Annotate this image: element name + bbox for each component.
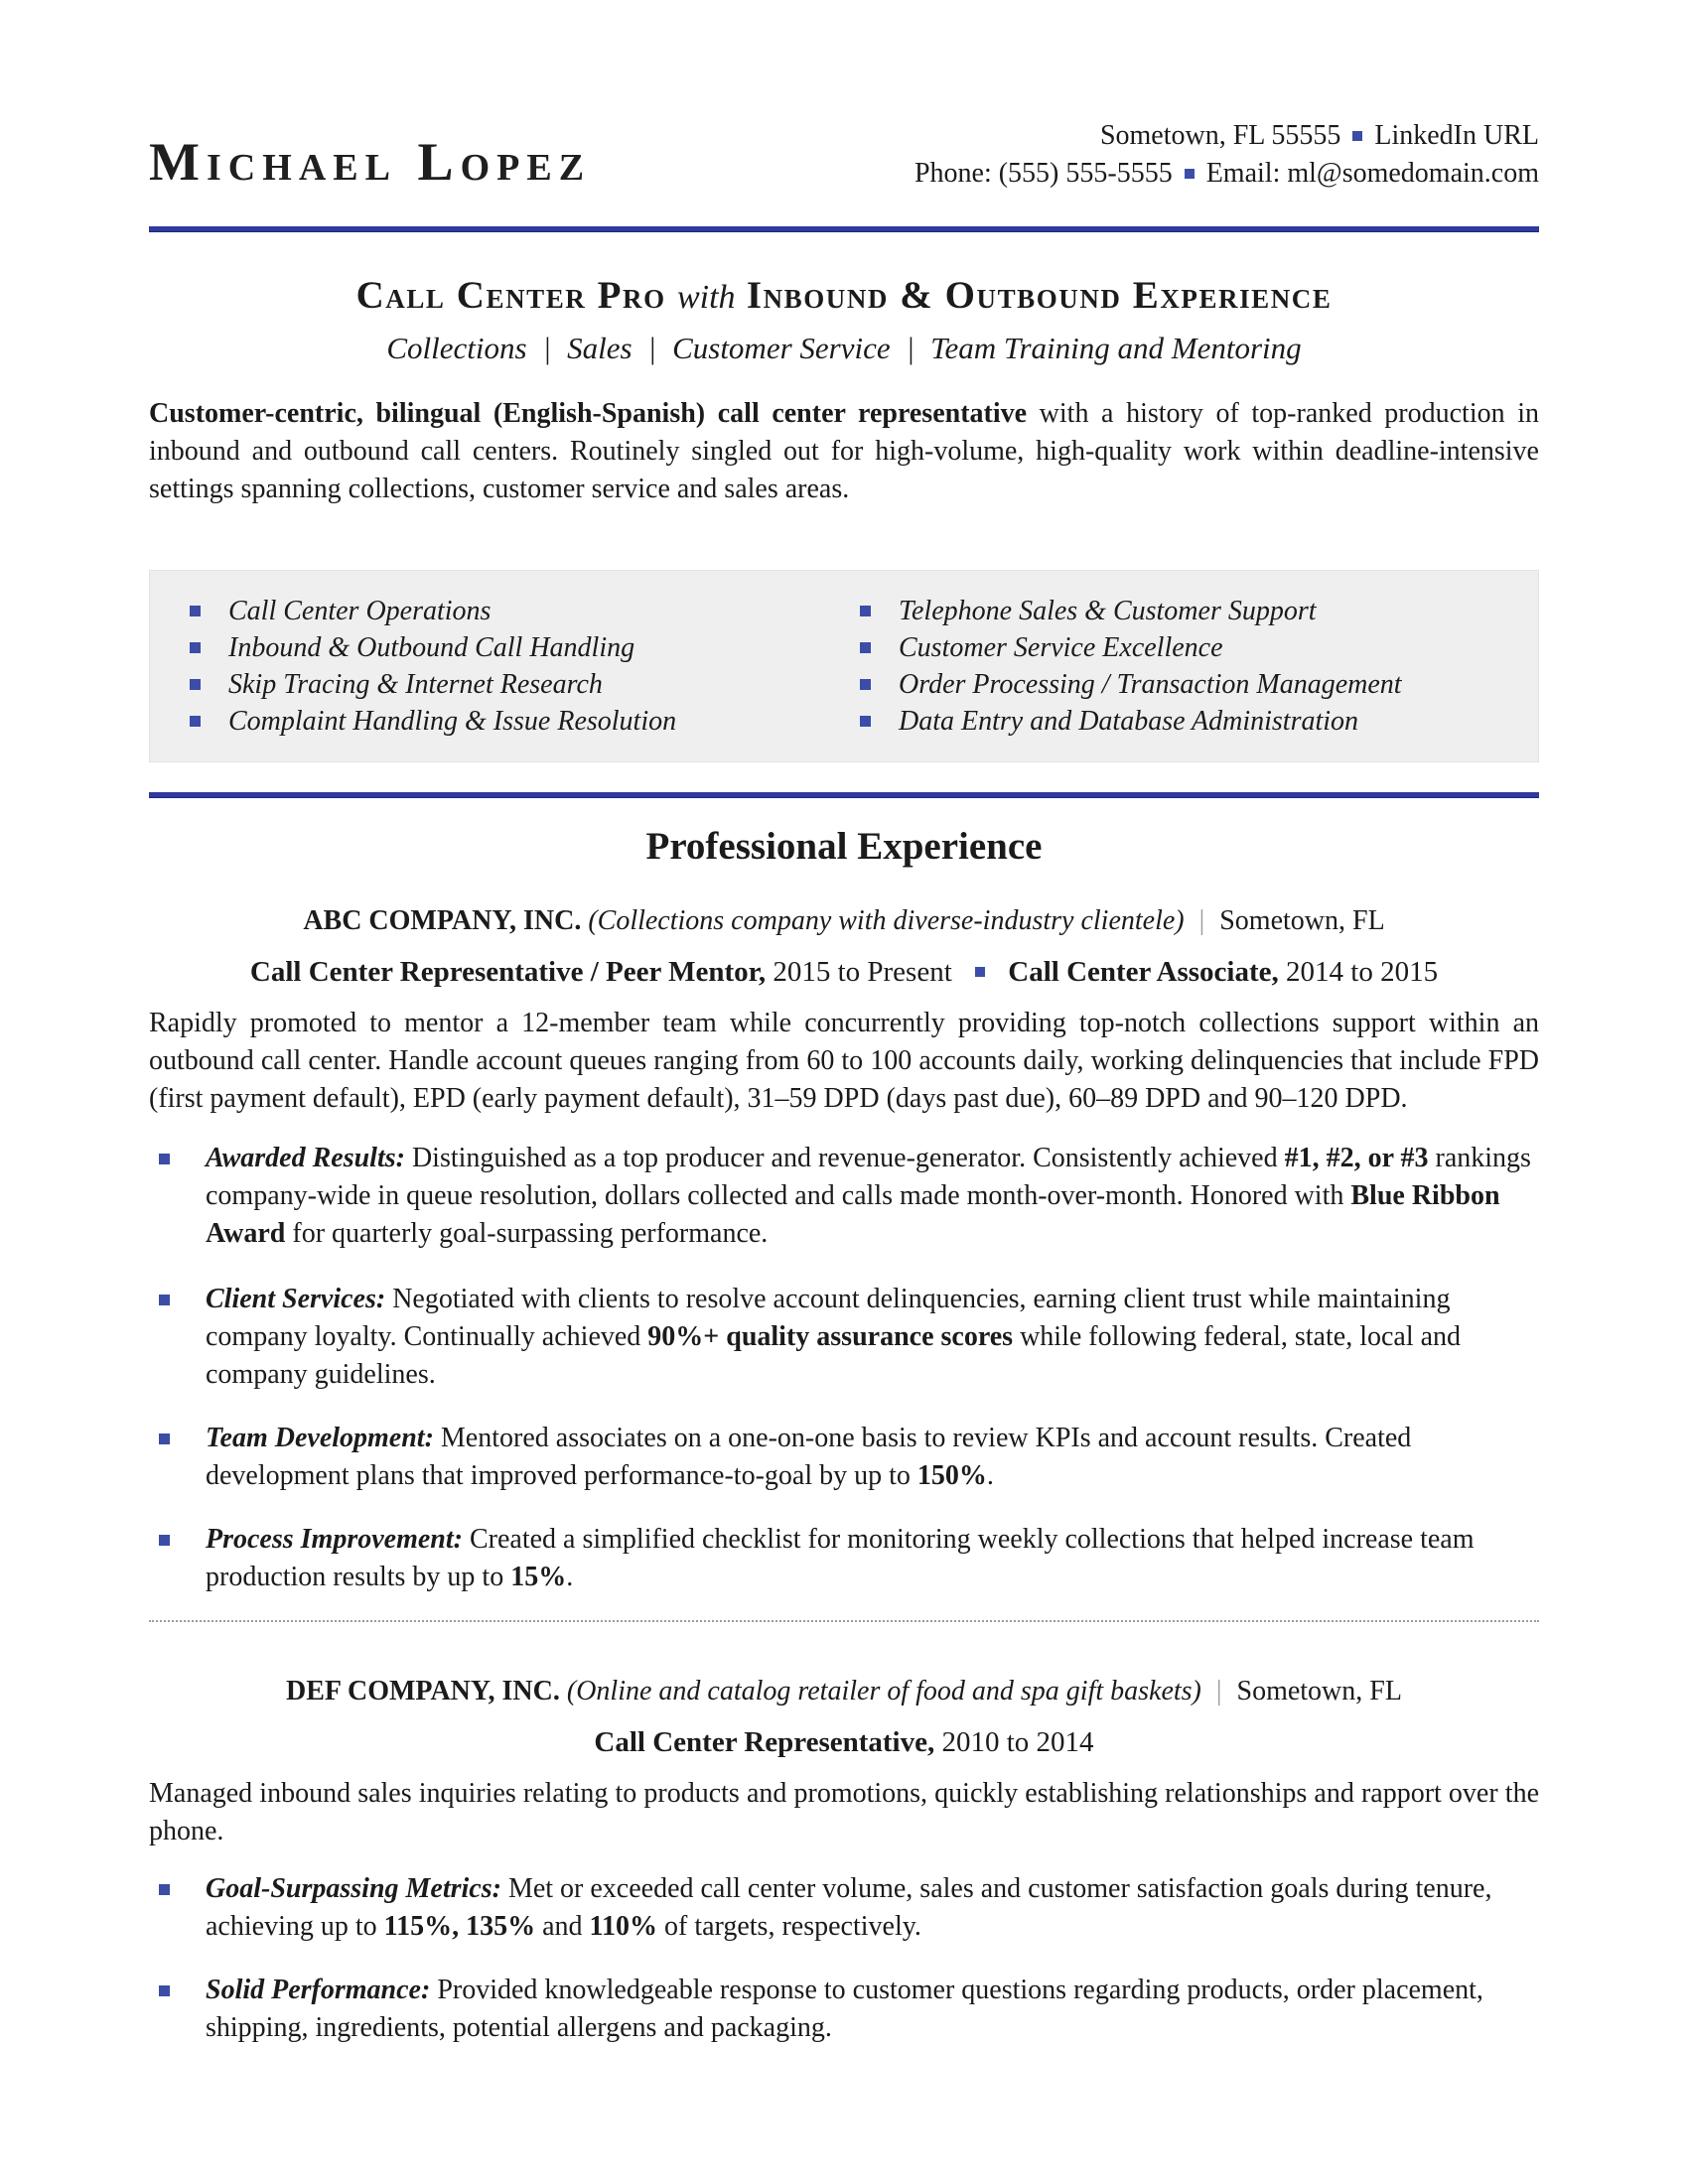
bullet-text: Awarded Results: Distinguished as a top producer and revenue-generator. Consistently achieved #1, #2, or #3 rankings company-wide in queue resolution, dollars collected and calls made month-over-month. Honored with Blue Ribbon Award for quarterly goal-surpassing performance. (206, 1143, 1531, 1249)
skill-label: Customer Service Excellence (899, 632, 1223, 663)
pipe-separator: | (1215, 1676, 1222, 1706)
achievement-bullet (149, 1972, 1539, 2047)
skill-label: Skip Tracing & Internet Research (228, 669, 603, 700)
company-location: Sometown, FL (1219, 905, 1385, 936)
bullet-square-icon (190, 606, 201, 616)
bullet-square-icon (159, 1535, 170, 1546)
skill-label: Telephone Sales & Customer Support (899, 596, 1317, 626)
skill-item (174, 703, 844, 740)
headline-post: Inbound & Outbound Experience (746, 274, 1333, 317)
job-description-paragraph: Managed inbound sales inquiries relating to products and promotions, quickly establishing relationships and rapport over the phone. (149, 1778, 1539, 1846)
contact-info (914, 117, 1539, 193)
header-divider-rule (149, 226, 1539, 232)
skill-label: Data Entry and Database Administration (899, 706, 1359, 737)
bullet-square-icon (860, 679, 871, 690)
role-dates: 2010 to 2014 (941, 1726, 1094, 1758)
specialty-item: Collections (386, 331, 527, 365)
linkedin-link[interactable]: LinkedIn URL (1374, 120, 1539, 151)
headline-pre: Call Center Pro (355, 274, 666, 317)
bullet-text: Team Development: Mentored associates on a one-on-one basis to review KPIs and account results. Created development plans that improved performance-to-goal by up to 150%. (206, 1423, 1412, 1491)
location-text: Sometown, FL 55555 (1099, 120, 1341, 151)
headline-connector: with (676, 279, 736, 316)
skill-item (844, 703, 1514, 740)
bullet-text: Goal-Surpassing Metrics: Met or exceeded call center volume, sales and customer satisfaction goals during tenure, achieving up to 115%, 135% and 110% of targets, respectively. (206, 1873, 1492, 1942)
email-link[interactable]: Email: ml@somedomain.com (1205, 158, 1539, 189)
experience-heading: Professional Experience (645, 825, 1043, 868)
specialty-item: Sales (567, 331, 633, 365)
role-title: Call Center Associate, (1008, 956, 1279, 988)
candidate-name: Michael Lopez (149, 132, 592, 192)
contact-line-2 (914, 155, 1539, 193)
company-name: DEF COMPANY, INC. (286, 1676, 560, 1706)
bullet-square-icon (159, 1433, 170, 1444)
phone-text: Phone: (555) 555-5555 (914, 158, 1173, 189)
bullet-text: Process Improvement: Created a simplified checklist for monitoring weekly collections that helped increase team production results by up to 15%. (206, 1524, 1475, 1592)
pipe-separator: | (1198, 905, 1205, 936)
specialty-item: Team Training and Mentoring (930, 331, 1302, 365)
role-dates: 2014 to 2015 (1286, 956, 1439, 988)
bullet-square-icon (860, 642, 871, 653)
role-line (149, 1721, 1539, 1763)
bullet-text: Client Services: Negotiated with clients to resolve account delinquencies, earning client trust while maintaining company loyalty. Continually achieved 90%+ quality assurance scores while following federal, state, local and company guidelines. (206, 1284, 1462, 1390)
bullet-text: Solid Performance: Provided knowledgeable response to customer questions regarding products, order placement, shipping, ingredients, potential allergens and packaging. (206, 1975, 1483, 2043)
skills-box (149, 570, 1539, 762)
achievement-bullet (149, 1281, 1539, 1394)
role-dates: 2015 to Present (773, 956, 952, 988)
job-description-paragraph: Rapidly promoted to mentor a 12-member team while concurrently providing top-notch collections support within an outbound call center. Handle account queues ranging from 60 to 100 accounts daily, working delinquencies that include FPD (first payment default), EPD (early payment default), 31–59 DPD (days past due), 60–89 DPD and 90–120 DPD. (149, 1008, 1539, 1114)
achievement-bullet (149, 1870, 1539, 1946)
achievement-bullet (149, 1521, 1539, 1596)
company-descriptor: (Online and catalog retailer of food and spa gift baskets) (566, 1676, 1201, 1706)
headline-section (149, 272, 1539, 369)
bullet-square-icon (190, 679, 201, 690)
achievement-bullet (149, 1420, 1539, 1495)
section-divider-rule (149, 792, 1539, 798)
company-name: ABC COMPANY, INC. (303, 905, 582, 936)
skill-label: Complaint Handling & Issue Resolution (228, 706, 677, 737)
separator-square-icon (1352, 131, 1362, 141)
summary-paragraph: Customer-centric, bilingual (English-Spanish) call center representative with a history of top-ranked production in inbound and outbound call centers. Routinely singled out for high-volume, high-quality work within deadline-intensive settings spanning collections, customer service and sales areas. (149, 398, 1539, 504)
skill-item (174, 629, 844, 666)
specialty-item: Customer Service (672, 331, 891, 365)
skill-label: Inbound & Outbound Call Handling (228, 632, 635, 663)
bullet-square-icon (159, 1884, 170, 1895)
bullet-square-icon (159, 1154, 170, 1164)
skills-column-left (174, 593, 844, 740)
specialties-line (149, 328, 1539, 369)
headline-title (149, 272, 1539, 322)
bullet-square-icon (860, 606, 871, 616)
achievement-bullet (149, 1140, 1539, 1253)
company-location: Sometown, FL (1236, 1676, 1402, 1706)
skills-column-right (844, 593, 1514, 740)
header (149, 0, 1539, 193)
skill-item (174, 666, 844, 703)
role-line (149, 951, 1539, 993)
job-divider-dotted (149, 1620, 1539, 1622)
skill-item (844, 593, 1514, 629)
bullet-square-icon (190, 716, 201, 727)
pipe-separator: | (647, 331, 657, 365)
skill-label: Order Processing / Transaction Management (899, 669, 1402, 700)
job-entry-def-company (149, 1672, 1539, 2047)
skill-label: Call Center Operations (228, 596, 492, 626)
separator-square-icon (975, 967, 985, 977)
company-line (149, 1672, 1539, 1711)
role-title: Call Center Representative, (594, 1726, 935, 1758)
bullet-square-icon (159, 1295, 170, 1305)
company-line (149, 901, 1539, 941)
bullet-square-icon (159, 1985, 170, 1996)
pipe-separator: | (906, 331, 915, 365)
separator-square-icon (1185, 169, 1195, 179)
skill-item (174, 593, 844, 629)
bullet-square-icon (860, 716, 871, 727)
skill-item (844, 666, 1514, 703)
pipe-separator: | (542, 331, 552, 365)
company-descriptor: (Collections company with diverse-industry clientele) (588, 905, 1185, 936)
role-title: Call Center Representative / Peer Mentor, (249, 956, 767, 988)
skill-item (844, 629, 1514, 666)
bullet-square-icon (190, 642, 201, 653)
job-entry-abc-company (149, 901, 1539, 1596)
contact-line-1 (914, 117, 1539, 155)
